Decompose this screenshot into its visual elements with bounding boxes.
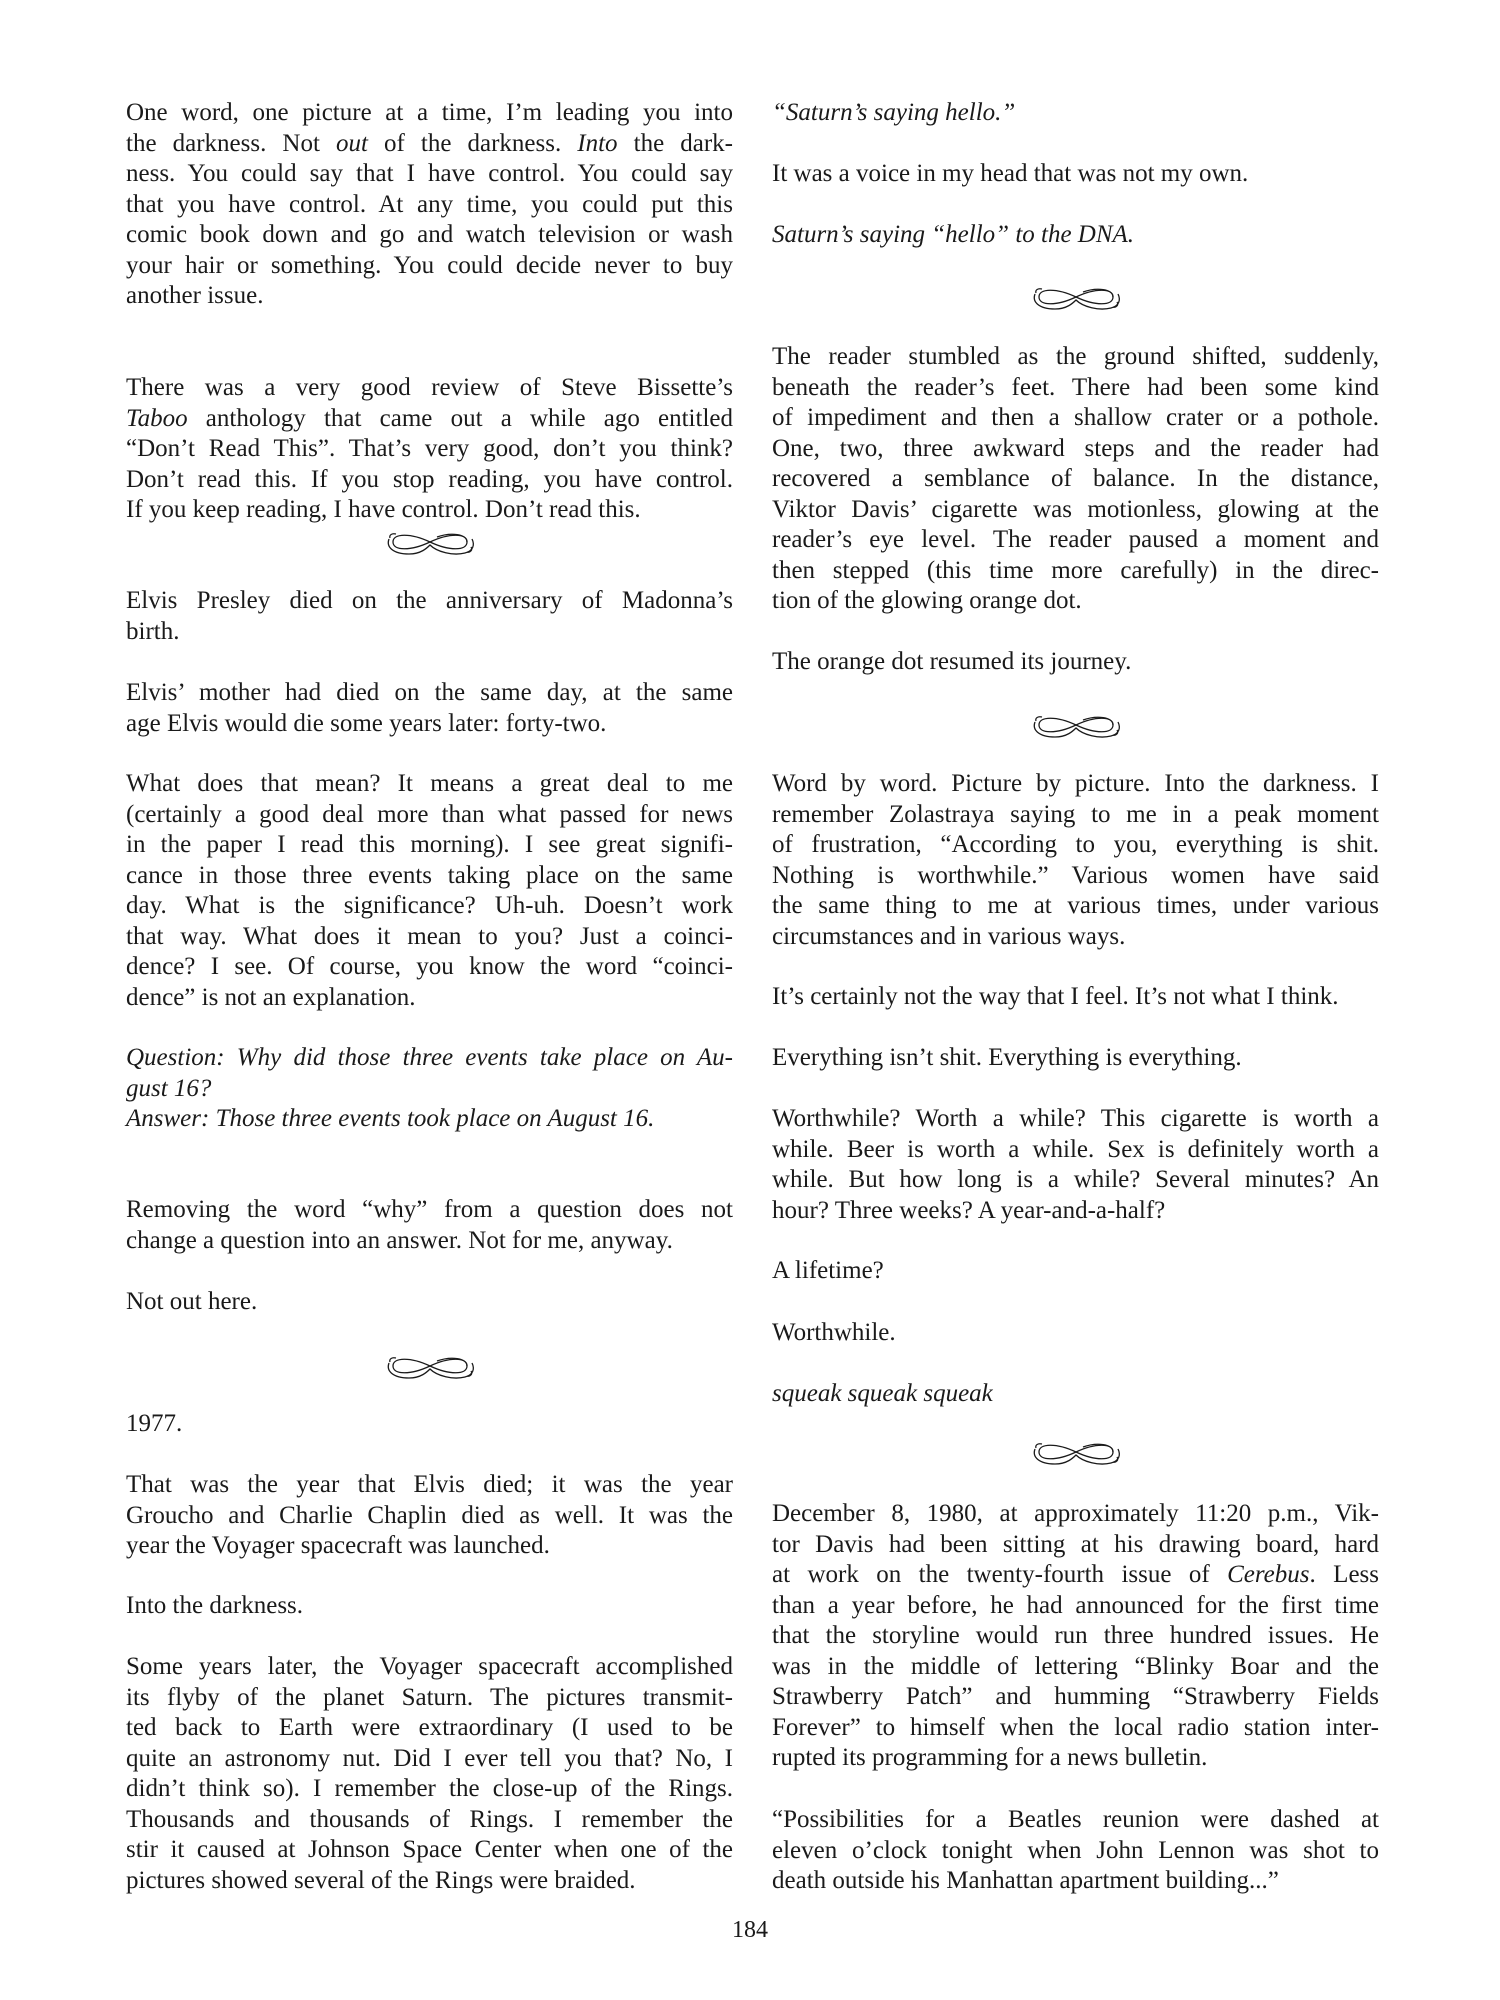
- text-line: rupted its programming for a news bulletin.: [772, 1744, 1208, 1771]
- text-line: didn’t think so). I remember the close-up of the Rings.: [126, 1775, 733, 1802]
- text-segment: anthology that came out a while ago entitled: [187, 404, 733, 432]
- text-line: than a year before, he had announced for the first time: [772, 1591, 1379, 1619]
- text-line: beneath the reader’s feet. There had been some kind: [772, 373, 1379, 401]
- text-line: One word, one picture at a time, I’m leading you into: [126, 99, 733, 126]
- text-segment: of the darkness.: [367, 129, 578, 157]
- text-line: It was a voice in my head that was not my own.: [772, 160, 1249, 187]
- text-line: That was the year that Elvis died; it was the year: [126, 1471, 733, 1498]
- text-line: quite an astronomy nut. Did I ever tell you that? No, I: [126, 1744, 733, 1772]
- paragraph: [126, 1652, 733, 1896]
- text-line: Into the darkness.: [126, 1592, 304, 1619]
- text-line: Saturn’s saying “hello” to the DNA.: [772, 221, 1135, 248]
- text-line: of impediment and then a shallow crater or a pothole.: [772, 404, 1379, 431]
- paragraph: [126, 373, 733, 526]
- text-line: another issue.: [126, 282, 264, 309]
- paragraph: [126, 1591, 733, 1622]
- left-text-column: [126, 0, 733, 2000]
- text-line: “Possibilities for a Beatles reunion were dashed at: [772, 1806, 1379, 1833]
- text-line: A lifetime?: [772, 1257, 884, 1284]
- text-line: that you have control. At any time, you could put this: [126, 190, 733, 218]
- paragraph: [126, 1104, 733, 1135]
- flourish-ornament-icon: [772, 708, 1379, 742]
- text-segment: the darkness. Not: [126, 129, 336, 157]
- text-segment: the dark-: [617, 129, 733, 157]
- text-line: Elvis’ mother had died on the same day, at the same: [126, 679, 733, 706]
- text-line: circumstances and in various ways.: [772, 922, 1126, 950]
- text-segment: at work on the twenty-fourth issue of: [772, 1561, 1228, 1588]
- text-line: dence? I see. Of course, you know the word “coinci-: [126, 953, 733, 980]
- text-line: tion of the glowing orange dot.: [772, 587, 1082, 614]
- text-line: Some years later, the Voyager spacecraft accomplished: [126, 1653, 733, 1680]
- text-line: Strawberry Patch” and humming “Strawberry Fields: [772, 1683, 1379, 1710]
- paragraph: [126, 98, 733, 312]
- text-line: Word by word. Picture by picture. Into the darkness. I: [772, 770, 1379, 797]
- paragraph: [126, 1043, 733, 1104]
- text-line: The reader stumbled as the ground shifted, suddenly,: [772, 343, 1379, 370]
- text-line: Thousands and thousands of Rings. I remember the: [126, 1805, 733, 1833]
- italic-text: Cerebus: [1227, 1561, 1310, 1588]
- text-line: then stepped (this time more carefully) in the direc-: [772, 556, 1379, 584]
- text-line: comic book down and go and watch television or wash: [126, 221, 733, 248]
- text-line: Don’t read this. If you stop reading, you have control.: [126, 465, 733, 493]
- paragraph: [772, 1805, 1379, 1897]
- paragraph: [772, 220, 1379, 251]
- flourish-ornament-icon: [772, 1435, 1379, 1469]
- text-line: its flyby of the planet Saturn. The pictures transmit-: [126, 1683, 733, 1711]
- paragraph: [772, 98, 1379, 129]
- text-line: your hair or something. You could decide never to buy: [126, 251, 733, 279]
- paragraph: [772, 1104, 1379, 1226]
- paragraph: [772, 342, 1379, 617]
- paragraph: [772, 1043, 1379, 1074]
- paragraph: [126, 1287, 733, 1318]
- flourish-ornament-icon: [772, 280, 1379, 314]
- text-line: Answer: Those three events took place on August 16.: [126, 1105, 655, 1132]
- text-line: Worthwhile? Worth a while? This cigarette is worth a: [772, 1105, 1379, 1132]
- text-line: recovered a semblance of balance. In the distance,: [772, 465, 1379, 492]
- text-line: was in the middle of lettering “Blinky Boar and the: [772, 1652, 1379, 1680]
- text-line: What does that mean? It means a great deal to me: [126, 770, 733, 797]
- paragraph: [772, 1499, 1379, 1774]
- text-line: remember Zolastraya saying to me in a peak moment: [772, 800, 1379, 828]
- text-line: while. But how long is a while? Several minutes? An: [772, 1166, 1379, 1193]
- right-text-column: [772, 0, 1379, 2000]
- paragraph: [126, 678, 733, 739]
- text-line: while. Beer is worth a while. Sex is definitely worth a: [772, 1135, 1379, 1163]
- text-line: change a question into an answer. Not for me, anyway.: [126, 1226, 673, 1254]
- text-line: dence” is not an explanation.: [126, 983, 416, 1011]
- paragraph: [772, 1379, 1379, 1410]
- flourish-ornament-icon: [126, 1349, 733, 1383]
- text-line: of frustration, “According to you, everything is shit.: [772, 831, 1379, 858]
- text-line: squeak squeak squeak: [772, 1380, 993, 1407]
- text-line: There was a very good review of Steve Bissette’s: [126, 374, 733, 401]
- paragraph: [126, 769, 733, 1013]
- text-line: (certainly a good deal more than what passed for news: [126, 800, 733, 828]
- text-line: ted back to Earth were extraordinary (I used to be: [126, 1714, 733, 1741]
- paragraph: [126, 1195, 733, 1256]
- text-line: hour? Three weeks? A year-and-a-half?: [772, 1196, 1166, 1224]
- text-line: the same thing to me at various times, under various: [772, 892, 1379, 919]
- text-line: [772, 1560, 1379, 1591]
- paragraph: [772, 982, 1379, 1013]
- paragraph: [772, 1256, 1379, 1287]
- italic-text: Into: [577, 129, 618, 157]
- text-line: gust 16?: [126, 1074, 212, 1102]
- paragraph: [772, 159, 1379, 190]
- text-line: Question: Why did those three events take place on Au-: [126, 1044, 733, 1071]
- text-line: pictures showed several of the Rings were braided.: [126, 1866, 636, 1894]
- text-line: Removing the word “why” from a question does not: [126, 1196, 733, 1223]
- text-line: that way. What does it mean to you? Just a coinci-: [126, 922, 733, 950]
- page-number: 184: [732, 1917, 768, 1943]
- paragraph: [772, 647, 1379, 678]
- text-line: cance in those three events taking place on the same: [126, 861, 733, 889]
- text-line: 1977.: [126, 1410, 183, 1437]
- text-line: eleven o’clock tonight when John Lennon was shot to: [772, 1836, 1379, 1864]
- flourish-ornament-icon: [126, 525, 733, 559]
- paragraph: [126, 1409, 733, 1440]
- text-line: Not out here.: [126, 1288, 258, 1315]
- text-line: stir it caused at Johnson Space Center when one of the: [126, 1836, 733, 1863]
- text-line: Elvis Presley died on the anniversary of Madonna’s: [126, 587, 733, 614]
- text-line: year the Voyager spacecraft was launched.: [126, 1532, 550, 1559]
- text-line: age Elvis would die some years later: forty-two.: [126, 709, 607, 737]
- text-line: December 8, 1980, at approximately 11:20 p.m., Vik-: [772, 1500, 1379, 1527]
- text-line: “Don’t Read This”. That’s very good, don’t you think?: [126, 435, 733, 462]
- text-line: death outside his Manhattan apartment building...”: [772, 1867, 1279, 1894]
- text-line: [126, 404, 733, 435]
- text-line: day. What is the significance? Uh-uh. Doesn’t work: [126, 892, 733, 919]
- text-line: One, two, three awkward steps and the reader had: [772, 434, 1379, 462]
- text-line: Forever” to himself when the local radio station inter-: [772, 1713, 1379, 1741]
- paragraph: [126, 586, 733, 647]
- text-line: Everything isn’t shit. Everything is everything.: [772, 1044, 1242, 1071]
- text-line: [126, 129, 733, 160]
- text-line: “Saturn’s saying hello.”: [772, 99, 1016, 126]
- text-line: Viktor Davis’ cigarette was motionless, glowing at the: [772, 495, 1379, 523]
- text-line: Groucho and Charlie Chaplin died as well. It was the: [126, 1501, 733, 1529]
- text-segment: . Less: [1309, 1561, 1379, 1588]
- text-line: in the paper I read this morning). I see great signifi-: [126, 831, 733, 858]
- text-line: ness. You could say that I have control. You could say: [126, 160, 733, 187]
- text-line: The orange dot resumed its journey.: [772, 648, 1132, 675]
- text-line: If you keep reading, I have control. Don’t read this.: [126, 496, 641, 523]
- paragraph: [126, 1470, 733, 1562]
- italic-text: out: [335, 129, 368, 157]
- text-line: birth.: [126, 617, 180, 645]
- text-line: Nothing is worthwhile.” Various women have said: [772, 861, 1379, 889]
- paragraph: [772, 1318, 1379, 1349]
- text-line: that the storyline would run three hundred issues. He: [772, 1622, 1379, 1649]
- italic-text: Taboo: [126, 404, 188, 432]
- text-line: reader’s eye level. The reader paused a moment and: [772, 526, 1379, 553]
- paragraph: [772, 769, 1379, 952]
- text-line: Worthwhile.: [772, 1319, 896, 1346]
- text-line: tor Davis had been sitting at his drawing board, hard: [772, 1530, 1379, 1558]
- text-line: It’s certainly not the way that I feel. It’s not what I think.: [772, 983, 1339, 1010]
